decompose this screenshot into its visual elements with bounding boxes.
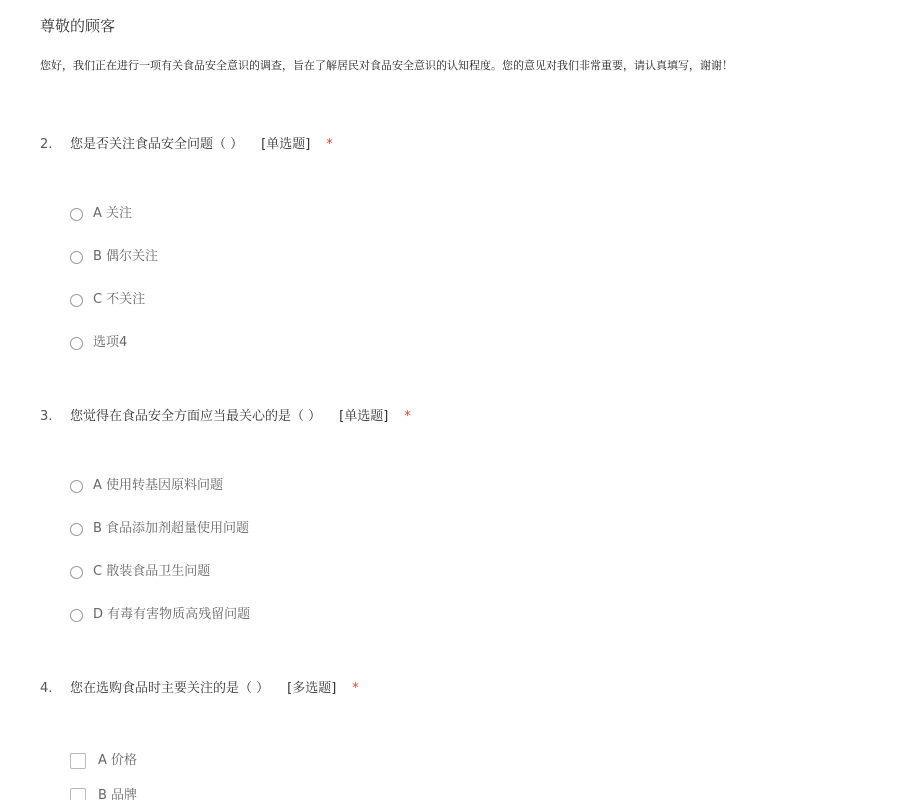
required-mark: * — [352, 681, 359, 696]
question-text: 您在选购食品时主要关注的是（ ） — [70, 681, 270, 696]
question-2 — [40, 135, 860, 375]
option-label: 选项4 — [93, 335, 128, 350]
option-label: B 偶尔关注 — [93, 249, 159, 264]
survey-title: 尊敬的顾客 — [40, 17, 116, 35]
option-label: A 关注 — [93, 206, 133, 221]
radio-button[interactable] — [70, 609, 83, 622]
survey-intro: 您好，我们正在进行一项有关食品安全意识的调查，旨在了解居民对食品安全意识的认知程度。您的意见对我们非常重要，请认真填写，谢谢！ — [40, 59, 733, 72]
question-number: 3. — [40, 409, 53, 424]
required-mark: * — [404, 409, 411, 424]
radio-button[interactable] — [70, 208, 83, 221]
radio-button[interactable] — [70, 251, 83, 264]
option-d-residue[interactable] — [70, 604, 860, 626]
question-type-label: [单选题] — [339, 409, 389, 424]
option-b-sometimes[interactable] — [70, 246, 860, 268]
radio-button[interactable] — [70, 294, 83, 307]
option-label: D 有毒有害物质高残留问题 — [93, 607, 251, 622]
checkbox[interactable] — [70, 788, 86, 800]
option-b-brand[interactable] — [70, 785, 860, 800]
radio-button[interactable] — [70, 566, 83, 579]
option-label: C 散装食品卫生问题 — [93, 564, 211, 579]
option-4[interactable] — [70, 332, 860, 354]
question-3 — [40, 407, 860, 647]
option-label: B 品牌 — [98, 788, 138, 800]
option-label: B 食品添加剂超量使用问题 — [93, 521, 250, 536]
radio-button[interactable] — [70, 480, 83, 493]
option-list — [40, 475, 860, 626]
option-label: C 不关注 — [93, 292, 146, 307]
question-header — [40, 679, 860, 699]
option-list — [40, 750, 860, 800]
question-header — [40, 407, 860, 427]
radio-button[interactable] — [70, 523, 83, 536]
option-label: A 价格 — [98, 753, 138, 768]
option-label: A 使用转基因原料问题 — [93, 478, 224, 493]
question-text: 您觉得在食品安全方面应当最关心的是（ ） — [70, 409, 322, 424]
option-b-additives[interactable] — [70, 518, 860, 540]
question-text: 您是否关注食品安全问题（ ） — [70, 137, 244, 152]
option-a-follow[interactable] — [70, 203, 860, 225]
option-a-price[interactable] — [70, 750, 860, 772]
option-list — [40, 203, 860, 354]
required-mark: * — [326, 137, 333, 152]
question-number: 4. — [40, 681, 53, 696]
option-c-not-follow[interactable] — [70, 289, 860, 311]
option-c-bulk-hygiene[interactable] — [70, 561, 860, 583]
question-number: 2. — [40, 137, 53, 152]
question-type-label: [多选题] — [287, 681, 337, 696]
question-type-label: [单选题] — [261, 137, 311, 152]
option-a-gmo[interactable] — [70, 475, 860, 497]
question-4 — [40, 679, 860, 800]
checkbox[interactable] — [70, 753, 86, 769]
question-header — [40, 135, 860, 155]
radio-button[interactable] — [70, 337, 83, 350]
